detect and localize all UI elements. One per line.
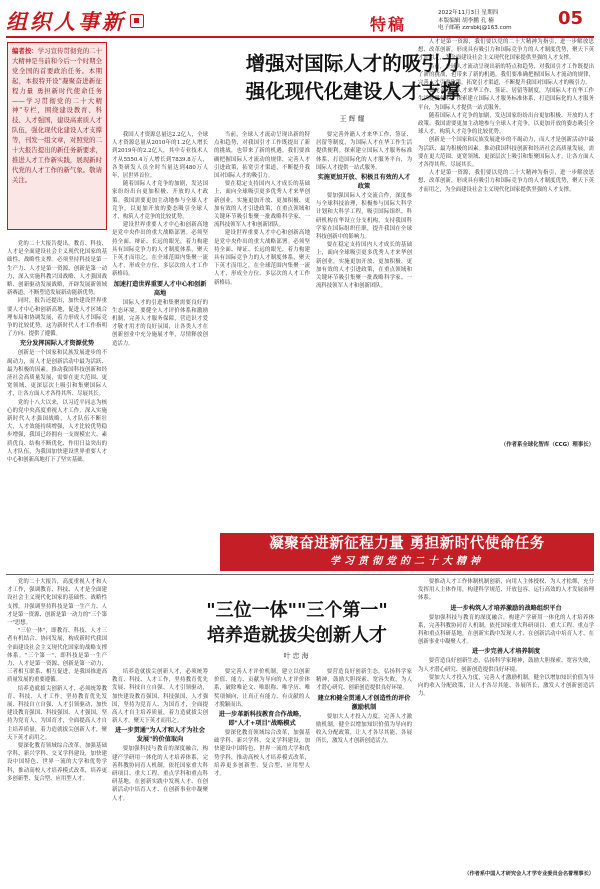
paragraph: 随着国际人才竞争的加剧，发达国家纷纷出台更加积极、开放的人才政策。我国需要更加主动地参与全球人才竞争，以更加开放的姿态吸引全球人才，构筑人才竞争的比较优势。 — [418, 112, 594, 136]
banner-line2: 学习贯彻党的二十大精神 — [330, 556, 484, 567]
section-divider — [6, 574, 594, 575]
paragraph: 建设世界重要人才中心和创新高地是党中央作出的重大战略部署。必须坚持全面、辩证、长远的眼光，着力构建具有国际竞争力的人才制度体系，聚天下英才而用之，在全球范围内集聚一流人才，形成全方位、多层次的人才工作新格局。 — [112, 222, 208, 278]
email-line: 电子邮箱 zzrsbkj@163.com — [438, 25, 512, 32]
article2-title-line1: "三位一体""三个第一" — [206, 600, 388, 621]
paragraph: 人才是第一资源，我们要以党的二十大精神为指引，进一步解放思想、改革创新，形成具有吸引力和国际竞争力的人才制度优势，聚天下英才而用之，为全面建设社会主义现代化国家提供坚强的人才支撑。 — [418, 39, 594, 62]
article1-col4 — [316, 131, 412, 531]
article2-col2 — [112, 668, 208, 880]
article1-byline: （作者系全球化智库（CCG）理事长） — [500, 442, 594, 448]
paragraph: 当前，全球人才流动呈现出新的特点和趋势，对我国引才工作既提出了新的挑战，也带来了新的机遇。我们要准确把握国际人才流动的规律，完善人才引进政策，拓宽引才渠道，不断提升我国对国际人才的吸引力。 — [214, 132, 310, 180]
article1-title-line1: 增强对国际人才的吸引力 — [245, 52, 461, 75]
paragraph: 要深化教育领域综合改革，加强基础学科、新兴学科、交叉学科建设，加快建设中国特色、世界一流的大学和优势学科，推动高校人才培养模式改革，培养更多创新型、复合型、应用型人才。 — [214, 730, 310, 778]
article1-author: 王辉耀 — [339, 115, 367, 123]
paragraph: 党的二十大报告提出，教育、科技、人才是全面建设社会主义现代化国家的基础性、战略性支撑。必须坚持科技是第一生产力、人才是第一资源、创新是第一动力，深入实施科教兴国战略、人才强国战略、创新驱动发展战略，开辟发展新领域新赛道，不断塑造发展新动能新优势。 — [7, 241, 107, 297]
paragraph: 要加大人才投入力度，完善人才激励机制，健全以增加知识价值为导向的收入分配政策，让人才各尽其能、各展所长，激发人才创新创造活力。 — [316, 713, 412, 745]
paragraph: 当前，全球人才流动呈现出新的特点和趋势，对我国引才工作既提出了新的挑战，也带来了新的机遇。我们要准确把握国际人才流动的规律，完善人才引进政策，拓宽引才渠道，不断提升我国对国际人才的吸引力。 — [418, 63, 594, 87]
paragraph: 国际人才的引进和集聚需要良好的生态环境。要健全人才评价体系和激励机制，完善人才服务保障，营造识才爱才敬才用才的良好氛围，让各类人才在创新创业中充分施展才华，尽情释放创造活力。 — [112, 299, 208, 347]
column-banner — [220, 533, 594, 571]
masthead-seal-icon — [130, 14, 144, 28]
paragraph: 要在稳定支持国内人才成长的基础上，面向全球吸引更多优秀人才来华创新创业，实施更加开放、更加积极、更加有效的人才引进政策，在重点领域和关键环节吸引集聚一批战略科学家、一流科技领军人才和创新团队。 — [316, 242, 412, 290]
paragraph: 随着国际人才竞争的加剧，发达国家纷纷出台更加积极、开放的人才政策。我国需要更加主动地参与全球人才竞争，以更加开放的姿态吸引全球人才，构筑人才竞争的比较优势。 — [112, 181, 208, 221]
article1-col3 — [214, 131, 310, 531]
paragraph: 我国人才资源总量达2.2亿人，全球人才资源总量从2010年的1.2亿人增长到2019年的2.2亿人，其中专业技术人才从5550.4万人增长到7839.8万人，各类研发人员全时当量达到480万人年，居世界首位。 — [112, 132, 208, 180]
article1-subhead-1: 充分发挥国际人才资源优势 — [19, 340, 95, 348]
editor-note-box — [7, 42, 107, 230]
paragraph: 党的二十大报告，高度重视人才和人才工作，强调教育、科技、人才是全面建设社会主义现代化国家的基础性、战略性支撑，并强调坚持科技是第一生产力、人才是第一资源、创新是第一动力的"三个第一"思想。 — [7, 579, 107, 627]
editor-note-text: 学习宣传贯彻党的二十大精神是当前和今后一个时期全党全国的首要政治任务。本期起，本报特开设"凝聚奋进新征程力量 勇担新时代使命任务——学习贯彻党的二十大精神"专栏，围绕建设教育、科技、人才强国，建设高素质人才队伍，强化现代化建设人才支撑等，刊发一组文章，对照党的二十大报告提出的新任务新要求，推进人才工作新实践，展现新时代党的人才工作的新气象。敬请关注。 — [12, 47, 103, 184]
article2-subhead-2: 进一步革新科技教育合作战略，即"人才+项目"战略模式 — [218, 711, 306, 728]
article2-subhead-4: 建立和健全贯通人才创造性的评价激励机制 — [317, 694, 411, 711]
paragraph: 人才是第一资源，我们要以党的二十大精神为指引，进一步解放思想、改革创新，形成具有吸引力和国际竞争力的人才制度优势，聚天下英才而用之，为全面建设社会主义现代化国家提供坚强的人才支撑。 — [418, 170, 594, 193]
paragraph: 要加强科技与教育的深度融合，构建产学研用一体化的人才培养体系，完善科教协同育人机制，依托国家重大科研项目、重大工程、重点学科和重点科研基地，在创新实践中发现人才、在创新活动中培育人才、在创新事业中凝聚人才。 — [418, 614, 594, 646]
paragraph: 要完善外籍人才来华工作、签证、居留等制度，为国际人才在华工作生活提供便利。探索建立国际人才服务标准体系，打造国际化的人才服务平台，为国际人才提供一站式服务。 — [316, 132, 412, 171]
article2-subhead-3: 进一步构筑人才培养激励的战略组织平台 — [450, 604, 562, 612]
paragraph: 要加强国际人才交流合作，深度参与全球科技治理，积极参与国际大科学计划和大科学工程，吸引国际组织、科研机构在华设立分支机构，支持我国科学家在国际组织任职，提升我国在全球科技创新中的影响力。 — [316, 193, 412, 241]
editors-line: 本版编辑 胡李鹏 孔 楠 — [438, 17, 494, 24]
paragraph: 要加强科技与教育的深度融合，构建产学研用一体化的人才培养体系，完善科教协同育人机制，依托国家重大科研项目、重大工程、重点学科和重点科研基地，在创新实践中发现人才、在创新活动中培育人才、在创新事业中凝聚人才。 — [112, 746, 208, 802]
paragraph: 要完善人才评价机制，建立以创新价值、能力、贡献为导向的人才评价体系，破除唯论文、唯职称、唯学历、唯奖项倾向，让真正有能力、有贡献的人才脱颖而出。 — [214, 669, 310, 708]
article2-col5 — [418, 578, 594, 868]
paragraph: 培养造就拔尖创新人才，必须统筹教育、科技、人才工作，坚持教育优先发展、科技自立自强、人才引领驱动，加快建设教育强国、科技强国、人才强国，坚持为党育人、为国育才，全面提高人才自主培养质量，着力造就拔尖创新人才，聚天下英才而用之。 — [7, 685, 107, 741]
paragraph: 要深化教育领域综合改革，加强基础学科、新兴学科、交叉学科建设，加快建设中国特色、世界一流的大学和优势学科，推动高校人才培养模式改革，培养更多创新型、复合型、应用型人才。 — [7, 743, 107, 782]
article2-col3 — [214, 668, 310, 880]
section-name: 特稿 — [370, 15, 407, 34]
article1-col2 — [112, 131, 208, 531]
paragraph: 建设世界重要人才中心和创新高地是党中央作出的重大战略部署。必须坚持全面、辩证、长远的眼光，着力构建具有国际竞争力的人才制度体系，聚天下英才而用之，在全球范围内集聚一流人才，形成全方位、多层次的人才工作新格局。 — [214, 230, 310, 286]
paragraph: 同时，报告还提出，加快建设世界重要人才中心和创新高地，促进人才区域合理布局和协调发展，着力形成人才国际竞争的比较优势。这为新时代人才工作指明了方向、提供了遵循。 — [7, 298, 107, 338]
paragraph: 要在稳定支持国内人才成长的基础上，面向全球吸引更多优秀人才来华创新创业，实施更加开放、更加积极、更加有效的人才引进政策，在重点领域和关键环节吸引集聚一批战略科学家、一流科技领军人才和创新团队。 — [214, 181, 310, 229]
paragraph: 要营造良好创新生态，弘扬科学家精神，鼓励大胆探索、宽容失败，为人才潜心研究、创新创造提供良好环境。 — [316, 669, 412, 692]
editor-note-label: 编者按： — [12, 47, 38, 55]
paragraph: 创新是一个国家和民族发展进步的不竭动力，而人才是创新活动中最为活跃、最为积极的因素。推动我国科技创新和经济社会高质量发展，需要在更大范围、更宽领域、更深层次上吸引和集聚国际人才，让各方面人才各得其所、尽展其长。 — [418, 137, 594, 169]
header-info — [438, 10, 548, 33]
paragraph: "三位一体"，即教育、科技、人才三者有机结合、协同发展，构成新时代我国全面建设社会主义现代化国家的战略支撑体系。"三个第一"，即科技是第一生产力、人才是第一资源、创新是第一动力，三者相互联系、相互促进，是我国推进高质量发展的重要遵循。 — [7, 628, 107, 684]
article2-title-line2: 培养造就拔尖创新人才 — [207, 625, 387, 646]
masthead-title: 组织人事新 — [6, 9, 126, 34]
article2-col1 — [7, 578, 107, 880]
article2-subhead-5: 进一步完善人才培养制度 — [471, 648, 541, 656]
paragraph: 培养造就拔尖创新人才，必须统筹教育、科技、人才工作，坚持教育优先发展、科技自立自强、人才引领驱动，加快建设教育强国、科技强国、人才强国，坚持为党育人、为国育才，全面提高人才自主培养质量，着力造就拔尖创新人才，聚天下英才而用之。 — [112, 669, 208, 725]
banner-line1: 凝聚奋进新征程力量 勇担新时代使命任务 — [269, 536, 545, 552]
paragraph: 创新是一个国家和民族发展进步的不竭动力，而人才是创新活动中最为活跃、最为积极的因素。推动我国科技创新和经济社会高质量发展，需要在更大范围、更宽领域、更深层次上吸引和集聚国际人才，让各方面人才各得其所、尽展其长。 — [7, 350, 107, 398]
date-line: 2022年11月3日 星期四 — [438, 10, 499, 16]
article2-col4 — [316, 668, 412, 880]
masthead — [6, 8, 216, 34]
article1-subhead-3: 实施更加开放、积极且有效的人才政策 — [317, 174, 411, 191]
article2-subhead-1: 进一步贯通"为人才和人才为社会发展"的价值取向 — [115, 727, 205, 744]
article2-author: 叶忠海 — [283, 652, 311, 660]
page-number: 05 — [558, 8, 584, 29]
article1-title-line2: 强化现代化建设人才支撑 — [245, 80, 461, 103]
article1-subhead-2: 加速打造世界重要人才中心和创新高地 — [113, 280, 207, 297]
article1-col5 — [418, 38, 594, 438]
article1-col1 — [7, 240, 107, 530]
paragraph: 要营造良好创新生态，弘扬科学家精神，鼓励大胆探索、宽容失败，为人才潜心研究、创新创造提供良好环境。 — [418, 658, 594, 673]
paragraph: 要推动人才工作体制机制创新，向用人主体授权、为人才松绑，充分发挥用人主体作用，构建科学规范、开放包容、运行高效的人才发展治理体系。 — [418, 579, 594, 602]
article2-byline: （作者系中国人才研究会人才学专业委员会名誉理事长） — [464, 871, 594, 877]
paragraph: 要加大人才投入力度，完善人才激励机制，健全以增加知识价值为导向的收入分配政策，让人才各尽其能、各展所长，激发人才创新创造活力。 — [418, 674, 594, 698]
paragraph: 党的十八大以来，以习近平同志为核心的党中央高度重视人才工作，深入实施新时代人才强国战略，人才队伍不断壮大，人才效能持续增强，人才比较优势稳步增强，我国已经拥有一支规模宏大、素质优良、结构不断优化、作用日益突出的人才队伍，为我国加快建设世界重要人才中心和创新高地打下了坚实基础。 — [7, 399, 107, 464]
paragraph: 要完善外籍人才来华工作、签证、居留等制度，为国际人才在华工作生活提供便利。探索建立国际人才服务标准体系，打造国际化的人才服务平台，为国际人才提供一站式服务。 — [418, 88, 594, 111]
